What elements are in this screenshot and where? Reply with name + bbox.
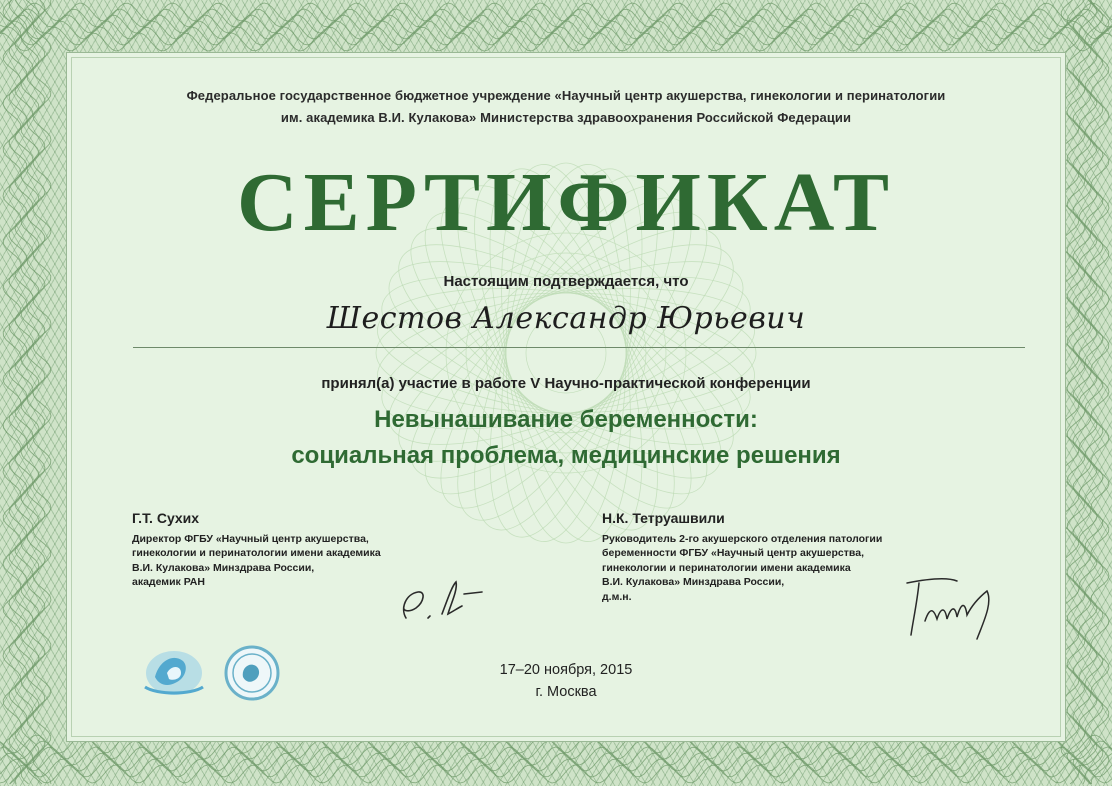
signer-name: Г.Т. Сухих [132,510,200,526]
wave-line [1073,0,1091,784]
event-city: г. Москва [535,684,597,700]
wave-line [0,765,1112,783]
signer-left [132,511,432,590]
signer-position-line: гинекологии и перинатологии имени академика [132,547,381,559]
signer-position-line: д.м.н. [602,590,632,603]
signer-position-line: Директор ФГБУ «Научный центр акушерства, [132,532,369,545]
wave-line [3,0,21,784]
signer-position-line: Руководитель 2-го акушерского отделения патологии [602,532,883,545]
wave-line [0,759,1112,777]
certificate-title: СЕРТИФИКАТ [236,156,896,249]
center-logo-icon [137,643,211,699]
conference-title [67,402,1065,474]
society-logo-icon [217,643,287,703]
signer-position-line: В.И. Кулакова» Минздрава России, [602,576,785,588]
participation-text: принял(а) участие в работе V Научно-практической конференции [321,375,811,392]
organization-line-2: им. академика В.И. Кулакова» Министерства здравоохранения Российской Федерации [280,110,852,125]
recipient-name: Шестов Александр Юрьевич [326,301,806,336]
signer-position-line: В.И. Кулакова» Минздрава России, [132,561,315,574]
wave-line [1067,0,1085,784]
conference-title-line-2: социальная проблема, медицинские решения [291,442,841,469]
wave-line [1079,0,1097,784]
signer-right [602,511,932,604]
wave-line [27,0,45,784]
conference-title-line-1: Невынашивание беременности: [374,406,758,433]
certificate-panel [66,52,1066,742]
organization-header [67,85,1065,129]
signature-left [392,568,512,628]
signer-position-line: академик РАН [132,576,205,588]
event-dates: 17–20 ноября, 2015 [499,662,633,678]
signer-position-line: беременности ФГБУ «Научный центр акушерства, [602,547,864,559]
wave-line [0,3,1112,21]
signature-right [897,573,1037,643]
wave-line [0,9,1112,27]
name-underline [133,347,1025,348]
signer-name: Н.К. Тетруашвили [602,510,725,526]
wave-line [33,0,51,784]
signer-position-line: гинекологии и перинатологии имени академика [602,561,851,574]
confirmation-text: Настоящим подтверждается, что [443,273,689,290]
wave-line [0,15,1112,33]
organization-line-1: Федеральное государственное бюджетное учреждение «Научный центр акушерства, гинекологии и перинатологии [186,88,946,103]
